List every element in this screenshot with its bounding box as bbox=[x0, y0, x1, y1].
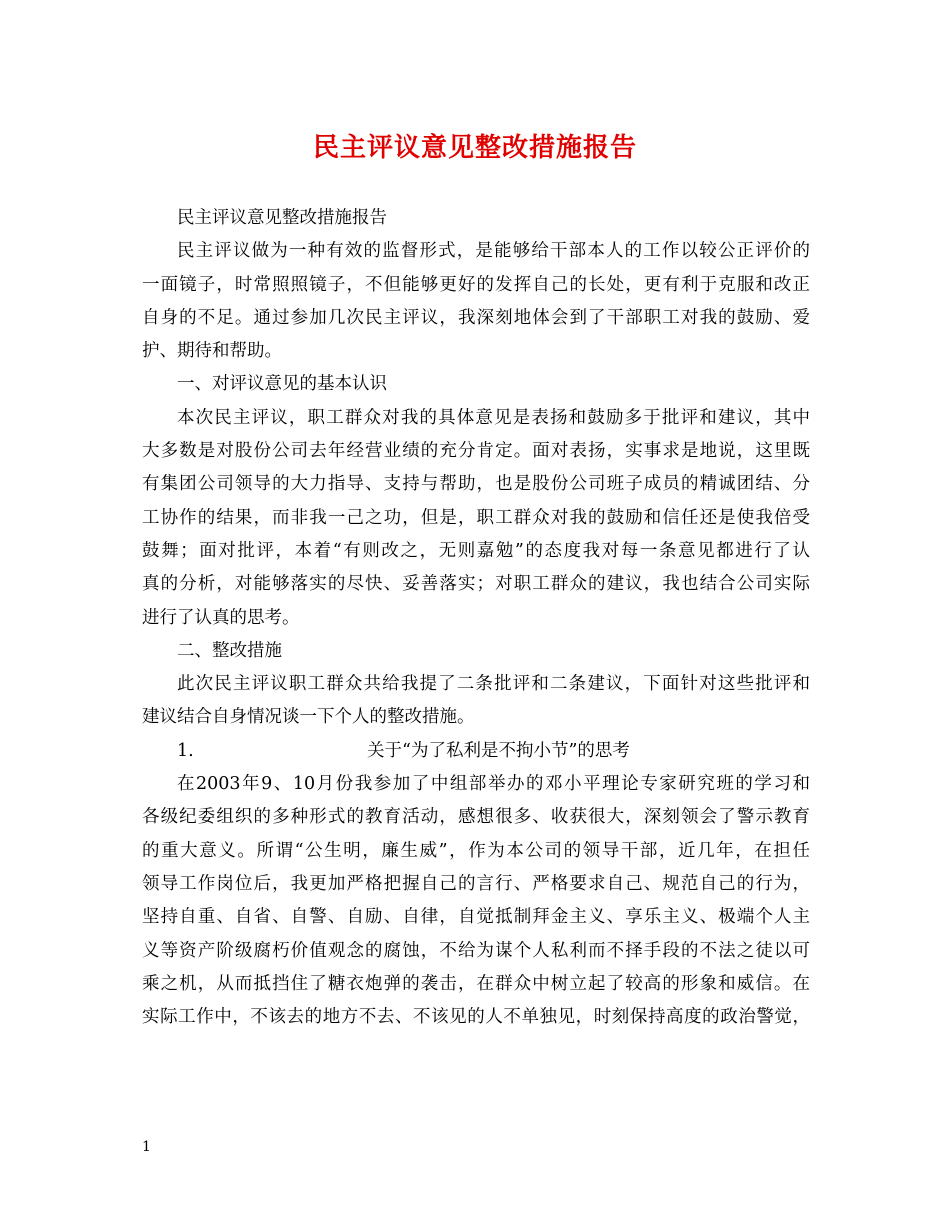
subheading-text: 关于“为了私利是不拘小节”的思考 bbox=[367, 740, 630, 761]
paragraph-line: 自身的不足。通过参加几次民主评议，我深刻地体会到了干部职工对我的鼓励、爱 bbox=[142, 307, 810, 328]
document-body bbox=[142, 202, 810, 1034]
paragraph-line: 真的分析，对能够落实的尽快、妥善落实；对职工群众的建议，我也结合公司实际 bbox=[142, 574, 810, 595]
paragraph-line: 各级纪委组织的多种形式的教育活动，感想很多、收获很大，深刻领会了警示教育 bbox=[142, 807, 810, 828]
paragraph-line: 在2003年9、10月份我参加了中组部举办的邓小平理论专家研究班的学习和 bbox=[177, 774, 810, 795]
numbered-subheading bbox=[142, 735, 810, 768]
paragraph-line: 实际工作中，不该去的地方不去、不该见的人不单独见，时刻保持高度的政治警觉， bbox=[142, 1007, 810, 1028]
paragraph-line: 一面镜子，时常照照镜子，不但能够更好的发挥自己的长处，更有利于克服和改正 bbox=[142, 274, 810, 295]
paragraph-line: 民主评议做为一种有效的监督形式，是能够给干部本人的工作以较公正评价的 bbox=[177, 241, 810, 262]
paragraph-heading: 民主评议意见整改措施报告 bbox=[177, 208, 387, 228]
paragraph-line: 领导工作岗位后，我更加严格把握自己的言行、严格要求自己、规范自己的行为， bbox=[142, 873, 810, 894]
paragraph-line: 义等资产阶级腐朽价值观念的腐蚀，不给为谋个人私利而不择手段的不法之徒以可 bbox=[142, 940, 810, 961]
paragraph-line: 乘之机，从而抵挡住了糖衣炮弹的袭击，在群众中树立起了较高的形象和威信。在 bbox=[142, 973, 810, 994]
paragraph-line: 大多数是对股份公司去年经营业绩的充分肯定。面对表扬，实事求是地说，这里既 bbox=[142, 441, 810, 462]
paragraph-line: 有集团公司领导的大力指导、支持与帮助，也是股份公司班子成员的精诚团结、分 bbox=[142, 474, 810, 495]
paragraph-line: 工协作的结果，而非我一己之功，但是，职工群众对我的鼓励和信任还是使我倍受 bbox=[142, 507, 810, 528]
paragraph-line: 建议结合自身情况谈一下个人的整改措施。 bbox=[142, 707, 475, 728]
paragraph-line: 护、期待和帮助。 bbox=[142, 341, 282, 362]
paragraph-line: 此次民主评议职工群众共给我提了二条批评和二条建议，下面针对这些批评和 bbox=[177, 674, 810, 695]
paragraph-line: 鼓舞；面对批评，本着“有则改之，无则嘉勉”的态度我对每一条意见都进行了认 bbox=[142, 540, 810, 561]
paragraph-line: 的重大意义。所谓“公生明，廉生威”，作为本公司的领导干部，近几年，在担任 bbox=[142, 840, 810, 861]
paragraph-line: 本次民主评议，职工群众对我的具体意见是表扬和鼓励多于批评和建议，其中 bbox=[177, 407, 810, 428]
page-number: 1 bbox=[142, 1139, 151, 1155]
section-heading: 二、整改措施 bbox=[177, 640, 282, 661]
document-title: 民主评议意见整改措施报告 bbox=[312, 133, 637, 163]
paragraph-line: 坚持自重、自省、自警、自励、自律，自觉抵制拜金主义、享乐主义、极端个人主 bbox=[142, 907, 810, 928]
paragraph-line: 进行了认真的思考。 bbox=[142, 607, 300, 628]
subheading-number: 1. bbox=[177, 740, 194, 761]
section-heading: 一、对评议意见的基本认识 bbox=[177, 374, 387, 395]
